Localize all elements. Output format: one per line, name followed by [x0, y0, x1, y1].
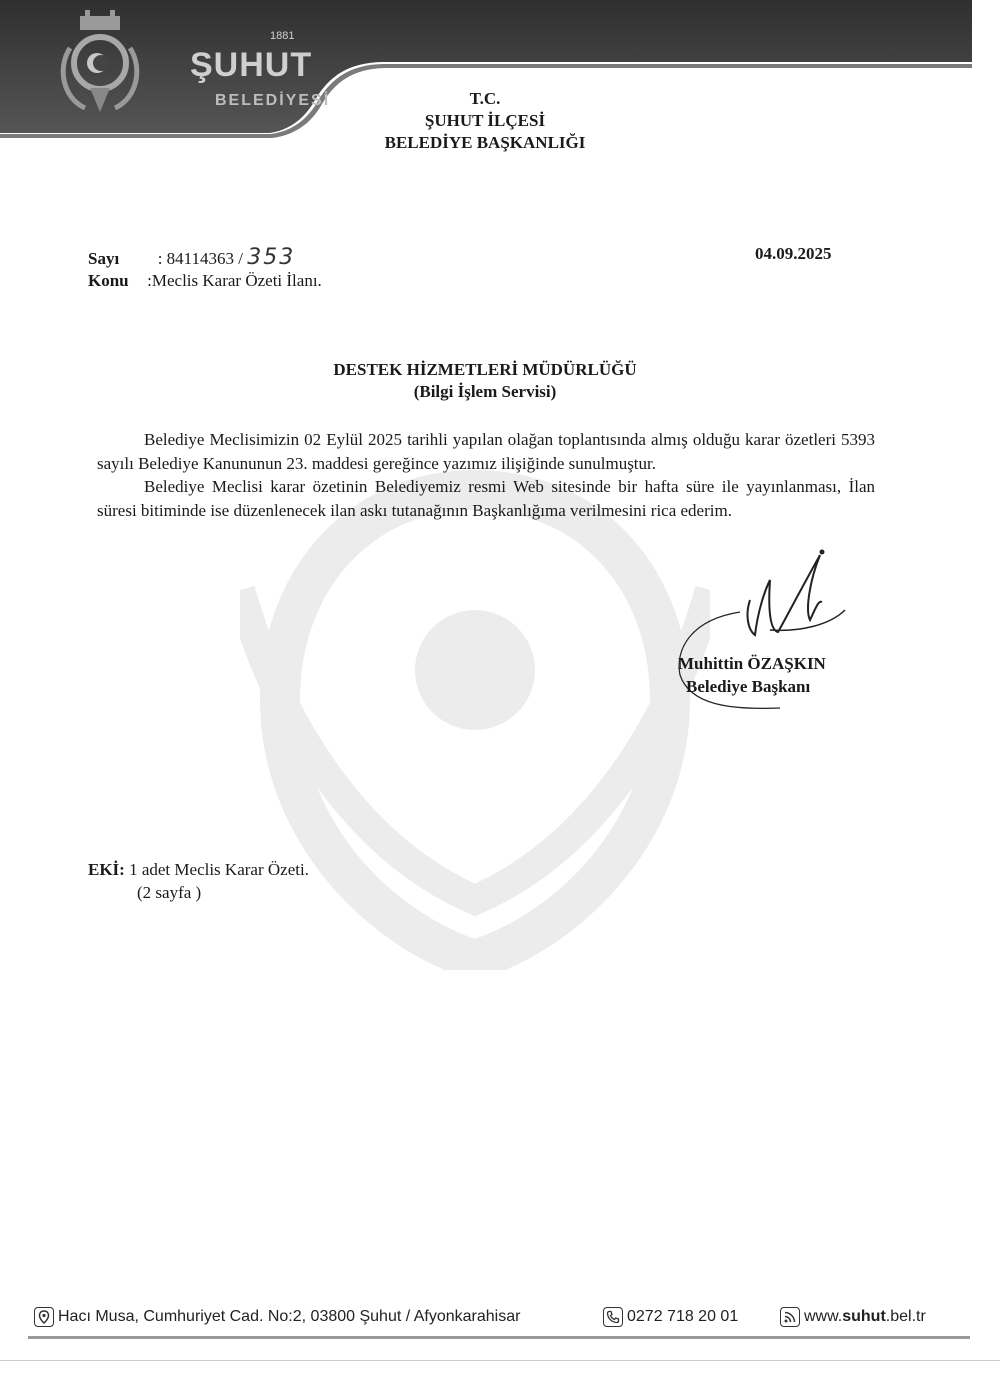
footer-phone — [603, 1307, 738, 1327]
attachment-item: 1 adet Meclis Karar Özeti. — [129, 860, 309, 879]
reference-label: Sayı — [88, 249, 120, 268]
signatory-block — [678, 652, 826, 698]
document-header — [300, 88, 670, 154]
watermark-crest-icon — [240, 470, 710, 970]
address-text: Hacı Musa, Cumhuriyet Cad. No:2, 03800 Şuhut / Afyonkarahisar — [58, 1308, 521, 1325]
footer-divider — [28, 1336, 970, 1339]
attachment-pages: (2 sayfa ) — [137, 883, 202, 902]
document-date: 04.09.2025 — [755, 244, 832, 263]
signatory-title: Belediye Başkanı — [686, 677, 811, 696]
attachments-label: EKİ: — [88, 860, 125, 879]
footer-website[interactable] — [780, 1307, 926, 1327]
page-edge-line — [0, 1360, 1000, 1361]
reference-number-row — [88, 247, 295, 270]
website-domain: suhut — [842, 1308, 886, 1325]
reference-handwritten: 353 — [247, 245, 296, 270]
recipient-department: DESTEK HİZMETLERİ MÜDÜRLÜĞÜ — [333, 360, 637, 379]
phone-icon — [603, 1307, 623, 1327]
header-line-office: BELEDİYE BAŞKANLIĞI — [384, 133, 586, 152]
subject-label: Konu — [88, 271, 129, 290]
header-line-district: ŞUHUT İLÇESİ — [424, 111, 546, 130]
attachments-block — [88, 858, 309, 904]
logo-name: ŞUHUT — [190, 46, 313, 84]
website-prefix: www. — [804, 1308, 843, 1325]
recipient-service: (Bilgi İşlem Servisi) — [413, 382, 557, 401]
location-pin-icon — [34, 1307, 54, 1327]
website-suffix: .bel.tr — [885, 1308, 926, 1325]
logo-subtitle: BELEDİYESİ — [215, 92, 331, 109]
recipient-block — [250, 359, 720, 403]
reference-value: : 84114363 / — [157, 249, 244, 268]
municipality-logo — [55, 8, 331, 118]
logo-year: 1881 — [270, 30, 295, 42]
letter-body — [97, 428, 875, 522]
crest-icon — [55, 8, 145, 118]
subject-value: :Meclis Karar Özeti İlanı. — [147, 271, 322, 290]
signatory-name: Muhittin ÖZAŞKIN — [678, 654, 826, 673]
subject-row — [88, 270, 322, 292]
body-paragraph-2: Belediye Meclisi karar özetinin Belediyemiz resmi Web sitesinde bir hafta süre ile yayınlanması, İlan süresi bitiminde ise düzenlenecek ilan askı tutanağının Başkanlığıma verilmesini rica ederim. — [97, 477, 875, 520]
phone-text: 0272 718 20 01 — [627, 1308, 739, 1325]
footer-address — [34, 1307, 520, 1327]
rss-icon — [780, 1307, 800, 1327]
header-line-tc: T.C. — [469, 89, 501, 108]
body-paragraph-1: Belediye Meclisimizin 02 Eylül 2025 tarihli yapılan olağan toplantısında almış olduğu karar özetleri 5393 sayılı Belediye Kanununun 23. maddesi gereğince yazımız ilişiğinde sunulmuştur. — [97, 430, 875, 473]
